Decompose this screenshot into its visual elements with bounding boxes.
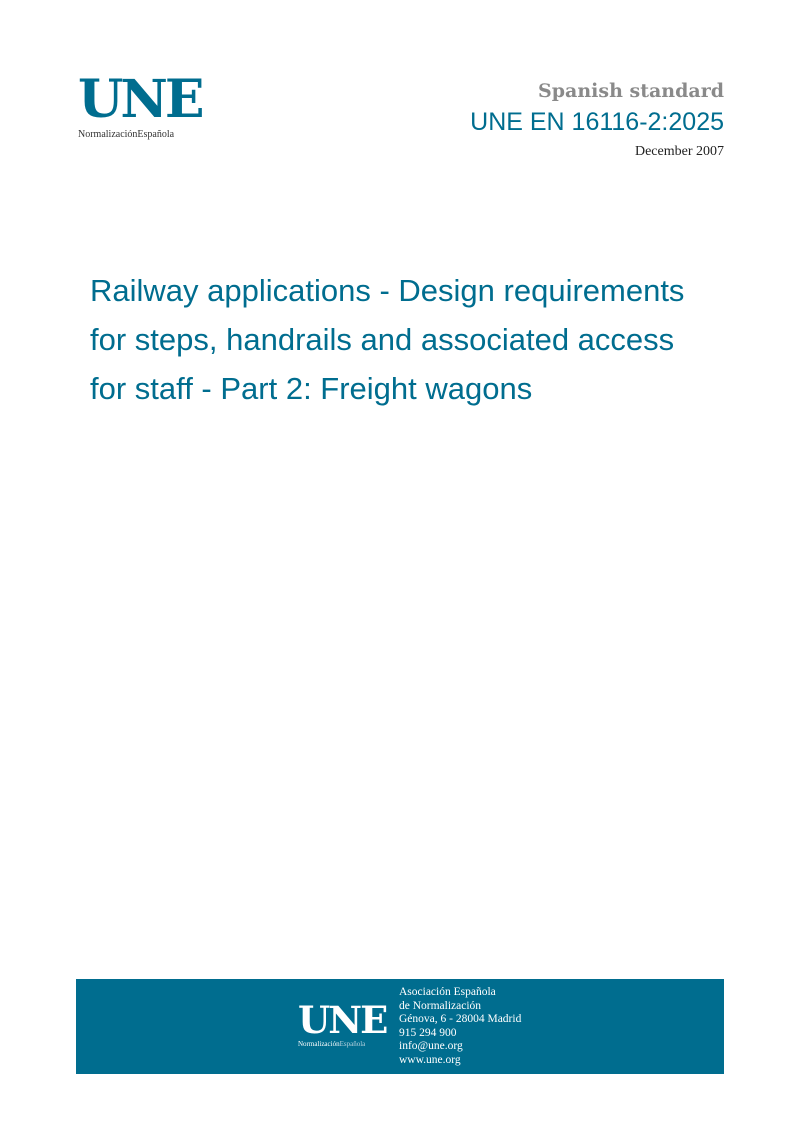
document-title xyxy=(90,266,750,413)
une-logo-mark: UNE xyxy=(78,69,202,130)
une-logo-subtitle-part1: Normalización xyxy=(78,129,138,140)
une-logo-subtitle-part2: Española xyxy=(137,129,175,140)
une-logo xyxy=(78,69,202,141)
title-line-1: Railway applications - Design requirements xyxy=(90,273,685,308)
organization-contact xyxy=(399,986,521,1067)
organization-email: info@une.org xyxy=(399,1040,463,1052)
publication-date: December 2007 xyxy=(634,144,724,159)
footer-une-logo xyxy=(298,998,398,1049)
title-line-3: for staff - Part 2: Freight wagons xyxy=(90,371,533,406)
organization-name-line-1: Asociación Española xyxy=(399,986,496,998)
footer-logo-subtitle-part2: Española xyxy=(339,1040,366,1048)
organization-name-line-2: de Normalización xyxy=(399,999,482,1012)
standard-code: UNE EN 16116-2:2025 xyxy=(470,108,724,136)
footer-logo-mark: UNE xyxy=(298,998,387,1042)
organization-phone: 915 294 900 xyxy=(399,1026,457,1039)
organization-website: www.une.org xyxy=(399,1053,461,1066)
une-logo-subtitle xyxy=(78,129,198,141)
footer-logo-subtitle-part1: Normalización xyxy=(298,1040,340,1048)
standard-header xyxy=(470,78,724,162)
document-type: Spanish standard xyxy=(538,80,724,102)
organization-address: Génova, 6 - 28004 Madrid xyxy=(399,1013,522,1025)
title-line-2: for steps, handrails and associated access xyxy=(90,322,675,357)
footer-band xyxy=(76,979,724,1074)
